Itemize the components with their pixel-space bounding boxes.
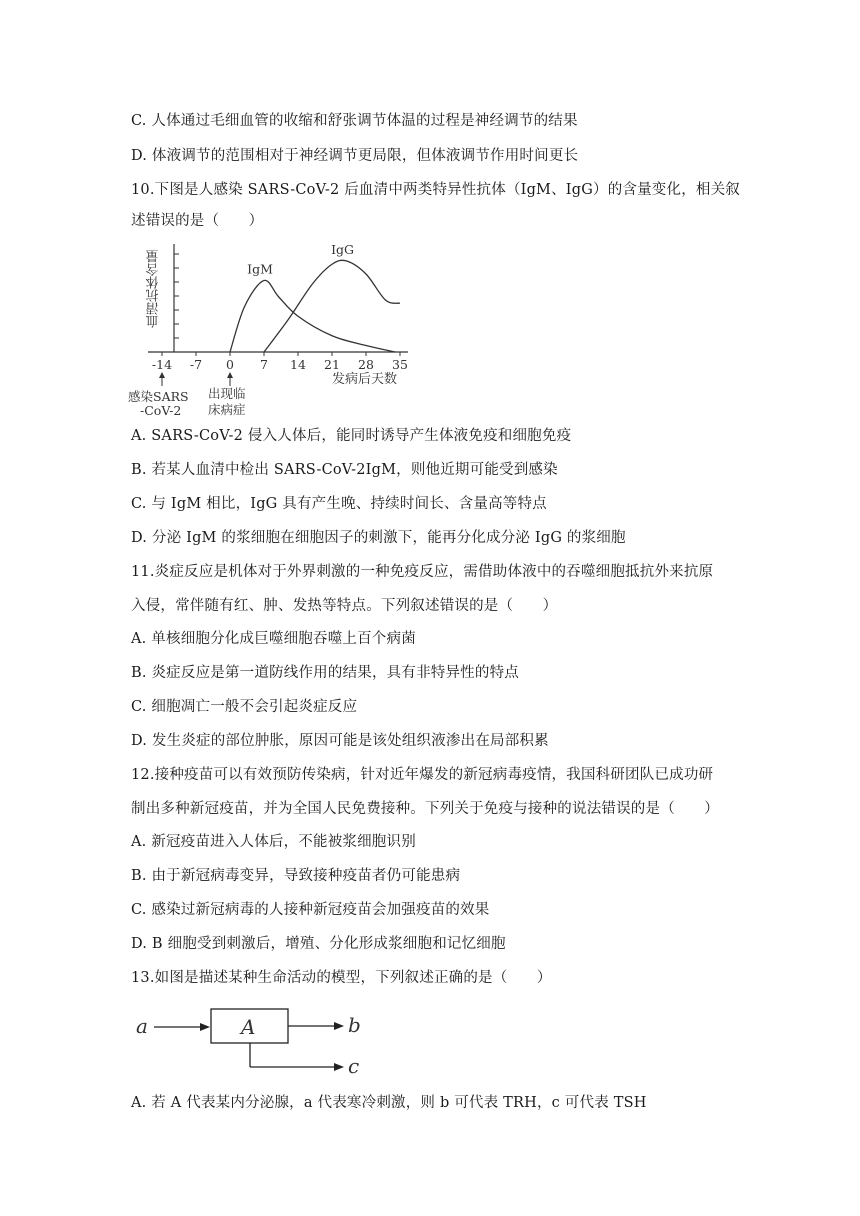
q9-option-c: C. 人体通过毛细血管的收缩和舒张调节体温的过程是神经调节的结果 bbox=[131, 113, 578, 129]
model-diagram bbox=[128, 1000, 368, 1082]
symptom-marker bbox=[208, 372, 246, 417]
q13-stem: 13.如图是描述某种生命活动的模型，下列叙述正确的是（ ） bbox=[131, 970, 552, 986]
antibody-chart bbox=[118, 232, 418, 422]
x-tick-label: 35 bbox=[392, 357, 408, 372]
y-axis-label: 血清抗体含量 bbox=[146, 250, 162, 328]
box-a-label: A bbox=[241, 1015, 256, 1039]
x-tick-label: -14 bbox=[151, 357, 173, 372]
q11-option-a: A. 单核细胞分化成巨噬细胞吞噬上百个病菌 bbox=[131, 631, 416, 647]
q11-stem-line1: 11.炎症反应是机体对于外界刺激的一种免疫反应，需借助体液中的吞噬细胞抵抗外来抗原 bbox=[131, 564, 714, 580]
q10-stem-line1: 10.下图是人感染 SARS-CoV-2 后血清中两类特异性抗体（IgM、IgG）的含量变化，相关叙 bbox=[131, 182, 741, 198]
q13-option-a: A. 若 A 代表某内分泌腺，a 代表寒冷刺激，则 b 可代表 TRH，c 可代表 TSH bbox=[131, 1095, 647, 1111]
infection-marker bbox=[128, 372, 189, 418]
x-tick-label: 14 bbox=[290, 357, 306, 372]
q11-option-b: B. 炎症反应是第一道防线作用的结果，具有非特异性的特点 bbox=[131, 665, 519, 681]
arrow-to-b bbox=[334, 1022, 344, 1030]
x-tick-label: 28 bbox=[358, 357, 374, 372]
q11-option-c: C. 细胞凋亡一般不会引起炎症反应 bbox=[131, 699, 358, 715]
q9-option-d: D. 体液调节的范围相对于神经调节更局限，但体液调节作用时间更长 bbox=[131, 148, 579, 164]
q12-option-c: C. 感染过新冠病毒的人接种新冠疫苗会加强疫苗的效果 bbox=[131, 902, 490, 918]
q10-option-c: C. 与 IgM 相比，IgG 具有产生晚、持续时间长、含量高等特点 bbox=[131, 496, 547, 512]
x-tick-label: 7 bbox=[260, 357, 268, 372]
infection-label-line1: 感染SARS bbox=[128, 389, 189, 404]
infection-label-line2: -CoV-2 bbox=[140, 403, 182, 418]
q10-option-a: A. SARS-CoV-2 侵入人体后，能同时诱导产生体液免疫和细胞免疫 bbox=[131, 428, 572, 444]
q10-option-b: B. 若某人血清中检出 SARS-CoV-2IgM，则他近期可能受到感染 bbox=[131, 462, 558, 478]
series-igg-line bbox=[264, 260, 400, 352]
symptom-label-line2: 床病症 bbox=[208, 402, 246, 417]
output-b-label: b bbox=[348, 1013, 361, 1037]
series-igm-line bbox=[230, 280, 395, 352]
x-tick-label: 0 bbox=[226, 357, 234, 372]
series-igg-label: IgG bbox=[331, 242, 355, 257]
q12-option-d: D. B 细胞受到刺激后，增殖、分化形成浆细胞和记忆细胞 bbox=[131, 936, 506, 952]
chart-axes bbox=[148, 244, 408, 372]
q12-option-b: B. 由于新冠病毒变异，导致接种疫苗者仍可能患病 bbox=[131, 868, 461, 884]
output-c-label: c bbox=[348, 1054, 360, 1078]
q11-stem-line2: 入侵，常伴随有红、肿、发热等特点。下列叙述错误的是（ ） bbox=[131, 598, 558, 614]
input-a-label: a bbox=[136, 1014, 148, 1038]
q12-stem-line1: 12.接种疫苗可以有效预防传染病，针对近年爆发的新冠病毒疫情，我国科研团队已成功研 bbox=[131, 767, 714, 783]
x-tick-label: 21 bbox=[324, 357, 340, 372]
series-igm-label: IgM bbox=[247, 261, 273, 277]
x-axis-label: 发病后天数 bbox=[332, 372, 398, 387]
x-tick-label: -7 bbox=[189, 357, 203, 372]
symptom-label-line1: 出现临 bbox=[208, 386, 246, 401]
q12-stem-line2: 制出多种新冠疫苗，并为全国人民免费接种。下列关于免疫与接种的说法错误的是（ ） bbox=[131, 801, 719, 817]
q11-option-d: D. 发生炎症的部位肿胀，原因可能是该处组织液渗出在局部积累 bbox=[131, 733, 549, 749]
q10-stem-line2: 述错误的是（ ） bbox=[131, 213, 264, 229]
q10-option-d: D. 分泌 IgM 的浆细胞在细胞因子的刺激下，能再分化成分泌 IgG 的浆细胞 bbox=[131, 530, 626, 546]
q12-option-a: A. 新冠疫苗进入人体后，不能被浆细胞识别 bbox=[131, 834, 416, 850]
arrow-a-to-box bbox=[200, 1023, 210, 1031]
arrow-to-c bbox=[334, 1063, 344, 1071]
